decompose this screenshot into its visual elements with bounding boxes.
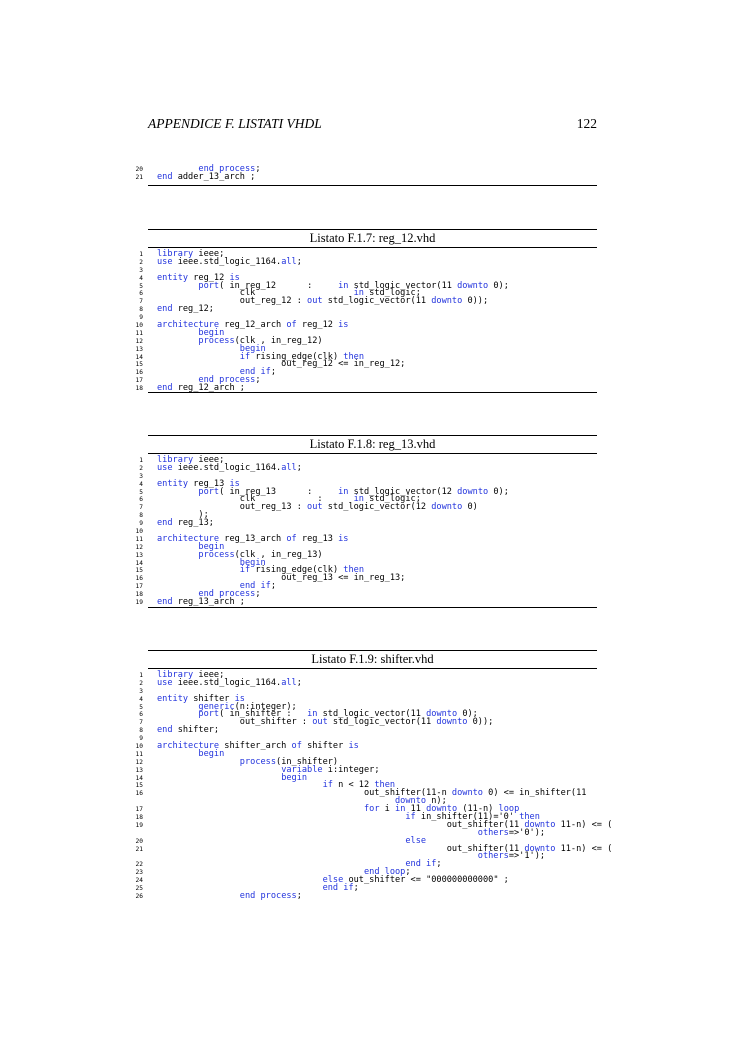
code-token: (clk , in_reg_12) [234, 335, 323, 346]
code-token: ; [270, 367, 277, 378]
code-token: std_logic; [363, 494, 421, 505]
line-number: 18 [135, 814, 143, 822]
code-token: std_logic_vector(11 [348, 280, 458, 291]
code-text [157, 599, 245, 607]
code-keyword: entity [157, 272, 189, 283]
code-keyword: begin [239, 557, 266, 568]
code-token: ; [296, 890, 302, 901]
code-keyword: then [343, 351, 364, 362]
code-keyword: all [281, 462, 297, 473]
code-keyword: in [307, 709, 318, 720]
code-token: clk : [157, 494, 354, 505]
code-token: (in_shifter) [276, 756, 339, 767]
code-keyword: in [353, 494, 364, 505]
code-keyword: downto [524, 843, 556, 854]
code-keyword: in [353, 288, 364, 299]
code-token [157, 891, 240, 901]
code-keyword: use [157, 677, 173, 688]
line-number: 3 [139, 687, 143, 695]
line-number: 26 [135, 892, 143, 900]
code-keyword: downto [451, 788, 483, 799]
code-token: ; [296, 677, 302, 688]
line-number: 14 [135, 353, 143, 361]
line-number: 11 [135, 535, 143, 543]
code-keyword: is [234, 693, 245, 704]
line-number: 17 [135, 583, 143, 591]
code-text [157, 171, 256, 182]
code-keyword: library [157, 670, 194, 680]
code-keyword: port [198, 709, 220, 720]
code-keyword: begin [198, 748, 225, 759]
line-number: 5 [139, 488, 143, 496]
code-keyword: of [291, 741, 302, 752]
code-keyword: begin [239, 343, 266, 354]
code-token: out_reg_12 : [157, 296, 308, 307]
code-keyword: if [239, 351, 251, 362]
code-keyword: then [374, 780, 396, 791]
code-keyword: end if [239, 367, 271, 378]
code-token: 0)); [462, 296, 489, 307]
code-token: ieee.std_logic_1164. [172, 256, 282, 267]
code-keyword: begin [198, 541, 225, 552]
line-number: 20 [135, 166, 143, 173]
code-line [133, 890, 603, 901]
code-token: ; [296, 256, 302, 267]
code-token: ( in_reg_13 : [219, 486, 339, 497]
code-token: n < 12 [332, 780, 375, 791]
caption-top-rule [148, 229, 597, 230]
line-number: 11 [135, 329, 143, 337]
code-token: std_logic; [363, 288, 421, 299]
line-number: 19 [135, 821, 143, 829]
code-token: i:integer; [322, 764, 380, 775]
code-keyword: for [363, 804, 380, 815]
code-token: std_logic_vector(12 [322, 502, 432, 513]
code-keyword: of [286, 533, 297, 544]
code-block-reg-13 [133, 457, 603, 607]
listing-caption: Listato F.1.8: reg_13.vhd [309, 437, 436, 451]
code-keyword: end if [239, 581, 271, 592]
code-token: 0) [462, 502, 478, 513]
line-number: 11 [135, 750, 143, 758]
code-token: std_logic_vector(11 [327, 717, 437, 728]
line-number: 22 [135, 861, 143, 869]
listing-bottom-rule [148, 392, 597, 393]
code-token: shifter [188, 693, 235, 704]
code-token: reg_12_arch [219, 320, 287, 331]
code-token: 0); [488, 280, 509, 291]
code-token: 0) <= in_shifter(11 [482, 788, 587, 799]
code-token: reg_12_arch ; [172, 383, 245, 394]
caption-bottom-rule [148, 247, 597, 248]
code-keyword: architecture [157, 320, 220, 331]
code-token: out_shifter <= "000000000000" ; [343, 875, 509, 886]
code-token: ieee.std_logic_1164. [172, 462, 282, 473]
line-number: 3 [139, 472, 143, 480]
code-token: ( in_reg_12 : [219, 280, 339, 291]
code-keyword: all [281, 256, 297, 267]
code-keyword: if [239, 565, 251, 576]
line-number: 6 [139, 290, 143, 298]
line-number: 9 [139, 520, 143, 528]
code-token: reg_12 [188, 272, 230, 283]
code-keyword: use [157, 462, 173, 473]
code-token: 11 [405, 804, 427, 815]
code-token: ieee; [193, 455, 225, 465]
line-number: 5 [139, 703, 143, 711]
code-keyword: architecture [157, 741, 220, 752]
caption-bottom-rule [148, 668, 597, 669]
line-number: 12 [135, 758, 143, 766]
code-text [157, 306, 214, 314]
line-number: 13 [135, 345, 143, 353]
code-text [157, 256, 302, 267]
code-keyword: downto [431, 296, 463, 307]
line-number: 8 [139, 306, 143, 314]
listing-bottom-rule [148, 607, 597, 608]
code-keyword: in [338, 486, 349, 497]
line-number: 4 [139, 480, 143, 488]
code-token: ; [405, 867, 411, 878]
code-token: (11-n) [457, 804, 499, 815]
line-number: 18 [135, 591, 143, 599]
line-number: 2 [139, 679, 143, 687]
page-number: 122 [576, 116, 597, 131]
code-line [133, 171, 603, 182]
code-text [157, 462, 302, 473]
code-keyword: end if [322, 883, 354, 894]
code-keyword: if [405, 812, 416, 823]
code-token: ieee.std_logic_1164. [172, 677, 282, 688]
code-keyword: architecture [157, 533, 220, 544]
code-keyword: in [338, 280, 349, 291]
code-token: 11-n) <= ( [555, 843, 613, 854]
line-number: 10 [135, 322, 143, 330]
line-number: 14 [135, 774, 143, 782]
code-token: shifter [301, 741, 349, 752]
line-number: 2 [139, 258, 143, 266]
code-keyword: entity [157, 478, 189, 489]
line-number: 6 [139, 711, 143, 719]
code-keyword: downto [426, 804, 458, 815]
line-number: 7 [139, 298, 143, 306]
line-number: 20 [135, 837, 143, 845]
code-line [133, 306, 603, 314]
code-keyword: end [157, 304, 173, 315]
code-keyword: end if [405, 859, 437, 870]
code-keyword: begin [281, 772, 308, 783]
code-keyword: use [157, 256, 173, 267]
code-keyword: downto [457, 280, 489, 291]
line-number: 4 [139, 695, 143, 703]
line-number: 24 [135, 877, 143, 885]
code-block-shifter [133, 670, 613, 901]
line-number: 7 [139, 504, 143, 512]
code-keyword: is [338, 320, 349, 331]
code-keyword: end loop [363, 867, 406, 878]
code-keyword: downto [457, 486, 489, 497]
code-token: out_shifter(11 [157, 819, 525, 830]
caption-top-rule [148, 650, 597, 651]
code-token: reg_13 [296, 533, 339, 544]
line-number: 1 [139, 457, 143, 464]
code-token: ; [255, 589, 261, 600]
code-token: out_reg_13 : [157, 502, 308, 513]
code-keyword: end process [198, 375, 256, 386]
code-keyword: downto [431, 502, 463, 513]
code-text [157, 677, 302, 688]
code-keyword: process [198, 549, 235, 560]
line-number: 15 [135, 567, 143, 575]
code-token: rising_edge(clk) [250, 351, 344, 362]
caption-bottom-rule [148, 453, 597, 454]
code-token: 0); [488, 486, 509, 497]
code-token: ); [157, 510, 209, 521]
code-token: (n:integer); [234, 701, 297, 712]
code-keyword: variable [281, 764, 323, 775]
code-keyword: in [395, 804, 406, 815]
code-keyword: end [157, 725, 173, 736]
code-keyword: downto [395, 796, 427, 807]
running-title: APPENDICE F. LISTATI VHDL [148, 116, 322, 131]
code-keyword: others [477, 851, 509, 862]
line-number: 19 [135, 599, 143, 607]
code-keyword: downto [426, 709, 458, 720]
code-keyword: process [198, 335, 235, 346]
code-keyword: end [157, 597, 173, 608]
code-keyword: is [338, 533, 349, 544]
line-number: 23 [135, 869, 143, 877]
line-number: 1 [139, 672, 143, 679]
code-keyword: then [343, 565, 364, 576]
code-keyword: out [307, 502, 323, 513]
code-token: ; [270, 581, 277, 592]
code-keyword: end process [239, 890, 297, 901]
code-keyword: begin [198, 327, 225, 338]
code-token: (clk , in_reg_13) [234, 549, 323, 560]
line-number: 9 [139, 314, 143, 322]
code-token: out_reg_12 <= in_reg_12; [157, 359, 406, 370]
code-token: std_logic_vector(11 [322, 296, 432, 307]
code-keyword: all [281, 677, 297, 688]
code-token: reg_13_arch ; [172, 597, 245, 608]
code-token: reg_13; [172, 518, 214, 529]
line-number: 4 [139, 274, 143, 282]
code-keyword: others [477, 827, 509, 838]
code-keyword: end process [198, 164, 256, 174]
code-token: 0); [457, 709, 478, 720]
line-number: 21 [135, 173, 143, 181]
line-number: 8 [139, 727, 143, 735]
code-line [133, 599, 603, 607]
code-keyword: entity [157, 693, 189, 704]
line-number: 5 [139, 282, 143, 290]
code-token: ; [255, 375, 261, 386]
code-keyword: generic [198, 701, 235, 712]
line-number: 10 [135, 528, 143, 536]
code-token: rising_edge(clk) [250, 565, 344, 576]
line-number: 16 [135, 575, 143, 583]
code-token: =>'0'); [508, 827, 546, 838]
code-line [133, 727, 603, 735]
code-keyword: is [229, 272, 240, 283]
line-number: 6 [139, 496, 143, 504]
code-token: 0)); [467, 717, 494, 728]
code-keyword: if [322, 780, 333, 791]
code-keyword: end process [198, 589, 256, 600]
code-keyword: is [229, 478, 240, 489]
code-block-reg-12 [133, 251, 603, 393]
code-keyword: process [239, 756, 277, 767]
code-keyword: is [348, 741, 359, 752]
code-token: adder_13_arch ; [172, 171, 256, 182]
line-number: 21 [135, 845, 143, 853]
code-token: ieee; [193, 249, 225, 259]
code-token: 11-n) <= ( [555, 819, 613, 830]
line-number: 13 [135, 551, 143, 559]
line-number: 10 [135, 743, 143, 751]
code-token: n); [426, 796, 447, 807]
code-keyword: downto [524, 819, 556, 830]
listing-caption: Listato F.1.9: shifter.vhd [311, 652, 434, 666]
listing-bottom-rule [148, 185, 597, 186]
line-number: 17 [135, 377, 143, 385]
line-number: 16 [135, 790, 143, 798]
line-number: 8 [139, 512, 143, 520]
code-line [133, 520, 603, 528]
code-keyword: else [322, 875, 344, 886]
code-keyword: library [157, 455, 194, 465]
code-block-adder-tail [133, 166, 603, 182]
code-token: std_logic_vector(12 [348, 486, 458, 497]
code-token: ; [353, 883, 359, 894]
line-number: 14 [135, 559, 143, 567]
line-number: 9 [139, 735, 143, 743]
code-token: out_shifter(11 [157, 843, 525, 854]
code-token: reg_13 [188, 478, 230, 489]
code-token: std_logic_vector(11 [317, 709, 427, 720]
code-text [157, 520, 214, 528]
line-number: 2 [139, 464, 143, 472]
caption-top-rule [148, 435, 597, 436]
code-keyword: then [519, 812, 540, 823]
line-number: 3 [139, 266, 143, 274]
code-token: in_shifter(11)='0' [415, 812, 520, 823]
line-number: 16 [135, 369, 143, 377]
code-keyword: port [198, 486, 220, 497]
line-number: 15 [135, 782, 143, 790]
line-number: 12 [135, 543, 143, 551]
code-text [157, 727, 219, 735]
code-token: =>'1'); [508, 851, 546, 862]
line-number: 13 [135, 766, 143, 774]
code-keyword: end [157, 383, 173, 394]
line-number: 25 [135, 885, 143, 893]
line-number: 12 [135, 337, 143, 345]
code-token: shifter; [172, 725, 220, 736]
code-text [157, 890, 302, 901]
code-line [133, 462, 603, 473]
code-token: out_reg_13 <= in_reg_13; [157, 573, 406, 584]
code-token: reg_12 [296, 320, 339, 331]
code-keyword: library [157, 249, 194, 259]
code-keyword: end [157, 171, 173, 182]
line-number: 18 [135, 385, 143, 393]
code-token: out_shifter : [157, 717, 313, 728]
listing-caption: Listato F.1.7: reg_12.vhd [309, 231, 436, 245]
code-keyword: loop [498, 804, 520, 815]
code-keyword: port [198, 280, 220, 291]
code-line [133, 677, 603, 688]
code-keyword: of [286, 320, 297, 331]
code-keyword: out [307, 296, 323, 307]
code-keyword: else [405, 835, 427, 846]
code-token: shifter_arch [219, 741, 292, 752]
code-token: reg_12; [172, 304, 214, 315]
code-keyword: end [157, 518, 173, 529]
code-token: ieee; [193, 670, 225, 680]
line-number: 15 [135, 361, 143, 369]
code-token: i [379, 804, 396, 815]
code-keyword: downto [436, 717, 468, 728]
code-token: reg_13_arch [219, 533, 287, 544]
code-token: ; [255, 164, 261, 174]
page-header [148, 116, 597, 134]
line-number: 1 [139, 251, 143, 258]
code-token: out_shifter(11-n [157, 788, 452, 799]
code-token: ; [436, 859, 442, 870]
code-line [133, 256, 603, 267]
code-token: ( in_shifter : [219, 709, 308, 720]
line-number: 7 [139, 719, 143, 727]
code-keyword: out [312, 717, 328, 728]
line-number: 17 [135, 806, 143, 814]
code-token: clk [157, 288, 354, 299]
code-token: ; [296, 462, 302, 473]
